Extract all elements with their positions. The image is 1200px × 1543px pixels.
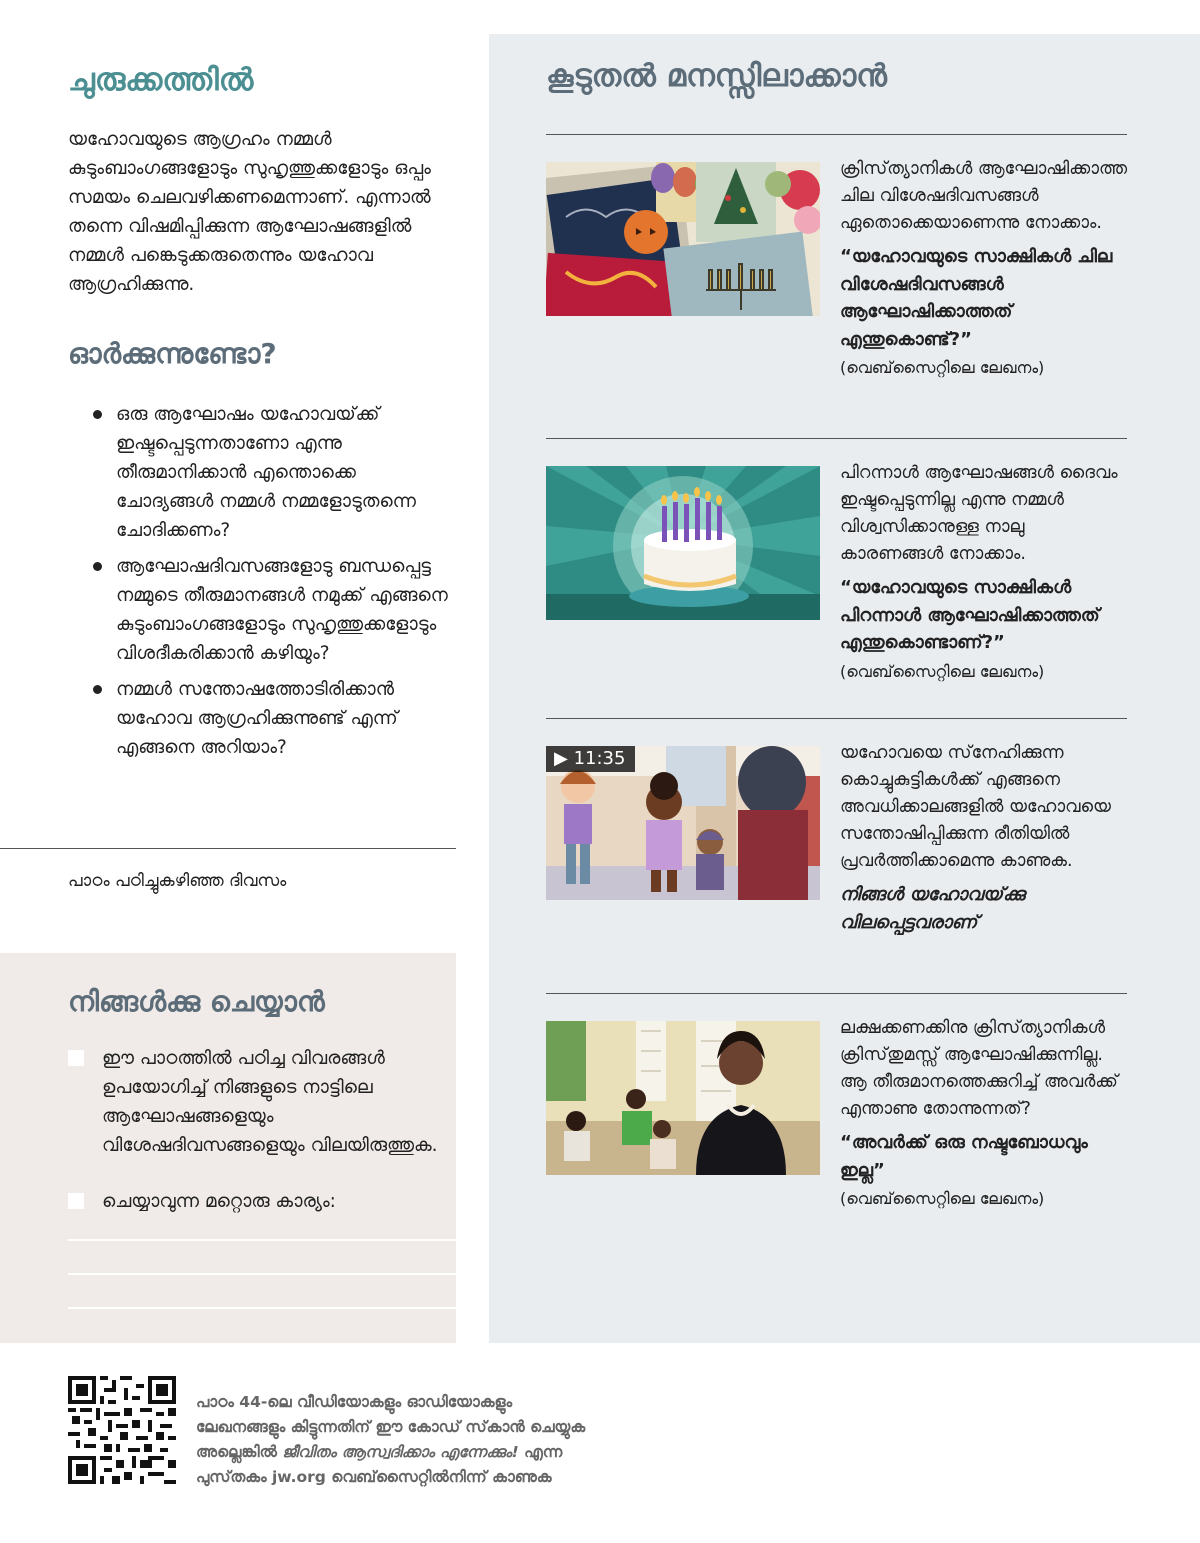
no-loss-photo[interactable] xyxy=(546,1021,820,1175)
card-description: പിറന്നാൾ ആഘോഷങ്ങൾ ദൈവം ഇഷ്ടപ്പെടുന്നില്ല എന്നു നമ്മൾ വിശ്വസിക്കാനുള്ള നാലു കാരണങ്ങൾ നോക്കാം. xyxy=(840,463,1118,564)
divider xyxy=(546,993,1127,994)
card-video xyxy=(840,740,1130,936)
card-title-link[interactable]: “യഹോവയുടെ സാക്ഷികൾ പിറന്നാൾ ആഘോഷിക്കാത്തത് എന്തുകൊണ്ടാണ്?” xyxy=(840,577,1100,653)
card-note: (വെബ്‌സൈറ്റിലെ ലേഖനം) xyxy=(840,358,1045,377)
bullet-icon xyxy=(93,562,102,571)
checkbox[interactable] xyxy=(68,1050,84,1066)
summary-text: യഹോവയുടെ ആഗ്രഹം നമ്മൾ കുടുംബാംഗങ്ങളോടും സുഹൃത്തുക്കളോടും ഒപ്പം സമയം ചെലവഴിക്കണമെന്നാണ്. എന്നാൽ തന്നെ വിഷമിപ്പിക്കുന്ന ആഘോഷങ്ങളിൽ നമ്മൾ പങ്കെടുക്കരുതെന്നും യഹോവ ആഗ്രഹിക്കുന്നു. xyxy=(68,129,431,295)
book-title: ജീവിതം ആസ്വദിക്കാം എന്നേക്കും! xyxy=(282,1443,519,1461)
divider xyxy=(546,438,1127,439)
card-title-link[interactable]: നിങ്ങൾ യഹോവയ്‌ക്കു വിലപ്പെട്ടവരാണ് xyxy=(840,884,1025,933)
card-description: ക്രിസ്‌ത്യാനികൾ ആഘോഷിക്കാത്ത ചില വിശേഷദിവസങ്ങൾ ഏതൊക്കെയാണെന്നു നോക്കാം. xyxy=(840,159,1128,233)
todo-heading: നിങ്ങൾക്കു ചെയ്യാൻ xyxy=(68,985,325,1018)
list-item: ആഘോഷദിവസങ്ങളോടു ബന്ധപ്പെട്ട നമ്മുടെ തീരുമാനങ്ങൾ നമുക്ക് എങ്ങനെ കുടുംബാംഗങ്ങളോടും സുഹൃത്തുക്കളോടും വിശദീകരിക്കാൻ കഴിയും? xyxy=(88,552,458,668)
write-line[interactable] xyxy=(68,1239,456,1241)
write-line[interactable] xyxy=(68,1273,456,1275)
checkbox[interactable] xyxy=(68,1193,84,1209)
remember-list xyxy=(88,400,458,769)
remember-heading: ഓർക്കുന്നുണ്ടോ? xyxy=(68,337,277,370)
list-item: നമ്മൾ സന്തോഷത്തോടിരിക്കാൻ യഹോവ ആഗ്രഹിക്കുന്നുണ്ട് എന്ന് എങ്ങനെ അറിയാം? xyxy=(88,675,458,762)
footer-text: പാഠം 44-ലെ വീഡിയോകളും ഓഡിയോകളും ലേഖനങ്ങളും കിട്ടുന്നതിന് ഈ കോഡ് സ്‌കാൻ ചെയ്യുക അല്ലെങ്കിൽ ജീവിതം ആസ്വദിക്കാം എന്നേക്കും! എന്ന പുസ്‌തകം jw.org വെബ്‌സൈറ്റിൽനിന്ന് കാണുക xyxy=(196,1393,586,1486)
card-holidays xyxy=(840,156,1130,381)
card-description: ലക്ഷക്കണക്കിനു ക്രിസ്‌ത്യാനികൾ ക്രിസ്‌തുമസ്സ് ആഘോഷിക്കുന്നില്ല. ആ തീരുമാനത്തെക്കുറിച്ച് അവർക്ക് എന്താണു തോന്നുന്നത്? xyxy=(840,1018,1118,1119)
card-note: (വെബ്‌സൈറ്റിലെ ലേഖനം) xyxy=(840,1189,1045,1208)
todo-panel xyxy=(0,953,456,1343)
list-item: ഒരു ആഘോഷം യഹോവയ്‌ക്ക് ഇഷ്ടപ്പെടുന്നതാണോ എന്നു തീരുമാനിക്കാൻ എന്തൊക്കെ ചോദ്യങ്ങൾ നമ്മൾ നമ്മളോടുതന്നെ ചോദിക്കണം? xyxy=(88,400,458,545)
date-studied-label: പാഠം പഠിച്ചുകഴിഞ്ഞ ദിവസം xyxy=(68,871,287,891)
card-no-loss xyxy=(840,1015,1130,1212)
todo-item-other: ചെയ്യാവുന്ന മറ്റൊരു കാര്യം: xyxy=(68,1187,438,1216)
holidays-collage-image[interactable] xyxy=(546,162,820,316)
card-description: യഹോവയെ സ്‌നേഹിക്കുന്ന കൊച്ചുകുട്ടികൾക്ക് എങ്ങനെ അവധിക്കാലങ്ങളിൽ യഹോവയെ സന്തോഷിപ്പിക്കുന്ന രീതിയിൽ പ്രവർത്തിക്കാമെന്നു കാണുക. xyxy=(840,743,1111,871)
video-duration: ▶ 11:35 xyxy=(546,746,635,772)
video-thumbnail[interactable] xyxy=(546,746,820,900)
bullet-icon xyxy=(93,410,102,419)
todo-item-evaluate: ഈ പാഠത്തിൽ പഠിച്ച വിവരങ്ങൾ ഉപയോഗിച്ച് നിങ്ങളുടെ നാട്ടിലെ ആഘോഷങ്ങളെയും വിശേഷദിവസങ്ങളെയും വിലയിരുത്തുക. xyxy=(68,1044,438,1160)
more-heading: കൂടുതൽ മനസ്സിലാക്കാൻ xyxy=(546,58,887,94)
card-title-link[interactable]: “യഹോവയുടെ സാക്ഷികൾ ചില വിശേഷദിവസങ്ങൾ ആഘോഷിക്കാത്തത് എന്തുകൊണ്ട്?” xyxy=(840,246,1113,350)
card-note: (വെബ്‌സൈറ്റിലെ ലേഖനം) xyxy=(840,661,1045,681)
divider xyxy=(546,134,1127,135)
write-line[interactable] xyxy=(68,1307,456,1309)
divider xyxy=(546,718,1127,719)
summary-heading: ചുരുക്കത്തിൽ xyxy=(68,62,254,98)
card-title-link[interactable]: “അവർക്ക് ഒരു നഷ്ടബോധവും ഇല്ല” xyxy=(840,1132,1088,1181)
qr-code[interactable] xyxy=(68,1376,176,1484)
divider xyxy=(0,848,456,849)
birthday-cake-image[interactable] xyxy=(546,466,820,620)
card-birthdays xyxy=(840,460,1130,685)
bullet-icon xyxy=(93,685,102,694)
